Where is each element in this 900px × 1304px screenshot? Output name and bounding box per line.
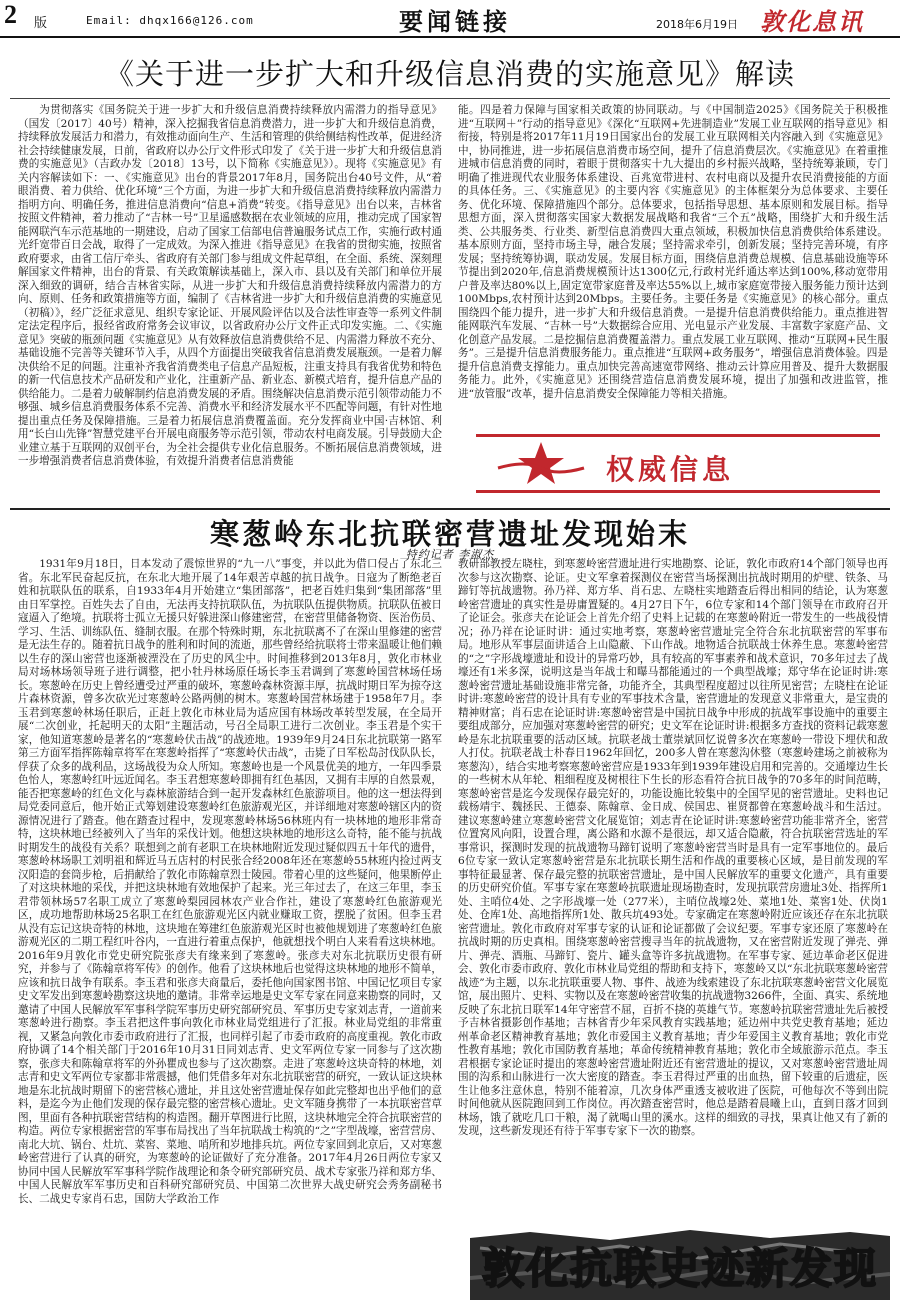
article2-title: 寒葱岭东北抗联密营遗址发现始末 xyxy=(209,517,690,551)
paper-logo: 敦化息讯 xyxy=(760,7,864,36)
issue-date: 2018年6月19日 xyxy=(656,18,738,31)
article2-byline: 特约记者 李淑杰 xyxy=(405,548,495,561)
email-address: Email: dhqx166@126.com xyxy=(86,14,254,27)
article1-column-right xyxy=(458,104,888,426)
star-icon xyxy=(496,438,586,494)
article2-column-right xyxy=(458,558,888,1216)
divider xyxy=(10,508,890,510)
divider xyxy=(10,98,890,99)
masthead xyxy=(0,0,900,38)
page-label: 版 xyxy=(34,16,48,31)
article2-body-right: 教研部教授左晓柱，到寒葱岭密营遗址进行实地勘察、论证，敦化市政府14个部门领导也再次参与这次勘察、论证。史文军拿着探测仪在密营当场探测出抗战时期用的炉壁、铁条、马蹄钉等抗战遗物。孙乃祥、郑方华、肖石忠、左晓柱实地踏查后得出相同的结论，认为寒葱岭密营遗址的真实性是毋庸置疑的。4月27日下午，6位专家和14个部门领导在市政府召开了论证会。张彦夫在论证会上首先介绍了史料上记载的在寒葱岭附近一带发生的一些战役情况；孙乃祥在论证时讲：通过实地考察，寒葱岭密营遗址完全符合东北抗联密营的军事布局。地形从军事层面讲适合上山隐蔽、下山作战。地物适合抗联战士休养生息。寒葱岭密营的“之”字形战壕遗址和设计的异常巧妙，具有较高的军事素养和战术意识，70多年过去了战壕还有1米多深，说明这是当年战士和曝马都能通过的一个典型战壕；郑守华在论证时讲:寒葱岭密营遗址基础设施非常完备，功能齐全，其典型程度超过以往所见密营；左晓柱在论证时讲:寒葱岭密营的设计具有专业的军事技术含量，密营遗址的发现意义非常重大，是宝贵的精神财富；肖石忠在论证时讲:寒葱岭密营是中国抗日战争中形成的抗战军事设施中的重要主要组成部分，应加强对寒葱岭密营的研究；史文军在论证时讲:根据多方查找的资料记载寒葱岭是东北抗联重要的活动区域。抗联老战士董崇斌回忆说曾多次在寒葱岭一带设下埋伏和敌人打仗。抗联老战士朴春日1962年回忆，200多人曾在寒葱沟休整（寒葱岭建场之前被称为寒葱沟），结合实地考察寒葱岭密营应是1933年到1939年建设启用和完善的。交通壕边生长的一些树木从年轮、粗细程度及树根往下生长的形态看符合抗日战争的70多年的时间范畴，寒葱岭密营是迄今发现保存最完好的，功能设施比较集中的全国罕见的密营遗址。史料也记载杨靖宇、魏拯民、王德泰、陈翰章、金日成、侯国忠、崔贤都曾在寒葱岭战斗和生活过。建议寒葱岭建立寒葱岭密营文化展览馆；刘志青在论证时讲:寒葱岭密营功能非常齐全，密营位置窝风向阳，设置合理，离公路和水源不是很远，却又适合隐蔽，符合抗联密营选址的军事常识，探测时发现的抗战遗物马蹄钉说明了寒葱岭密营当时是具有一定军事地位的。最后6位专家一致认定寒葱岭密营是东北抗联长期生活和作战的重要核心区域，是目前发现的军事特征最显著、保存最完整的抗联密营遗址，是中国人民解放军的重要文化遗产，具有重要的历史研究价值。军事专家在寒葱岭抗联遗址现场勘查时，发现抗联营房遗址3处、指挥所1处、主哨位4处、之字形战壕一处（277米），主哨位战壕2处、菜地1处、菜窖1处、伏岗1处、仓库1处、高地指挥所1处、散兵坑493处。专家确定在寒葱岭附近应该还存在东北抗联密营遗址。敦化市政府对军事专家的认证和论证都做了会议纪要。军事专家还原了寒葱岭在抗战时期的历史真相。围绕寒葱岭密营搜寻当年的抗战遗物，又在密营附近发现了弹壳、弹片、弹壳、酒瓶、马蹄钉、瓷片、罐头盒等许多抗战遗物。在军事专家、延边革命老区促进会、敦化市委市政府、敦化市林业局党组的帮助和支持下，寒葱岭又以“东北抗联寒葱岭密营战迹”为主题，以东北抗联重要人物、事件、战迹为线索建设了东北抗联寒葱岭密营文化展览馆，展出照片、史料、实物以及在寒葱岭密营收集的抗战遗物3266件，全面、真实、系统地反映了东北抗日联军14年守密营不屈，百折不挠的英雄气节。寒葱岭抗联密营遗址先后被授予吉林省摄影创作基地；吉林省青少年采风教育实践基地；延边州中共党史教育基地；延边州革命老区精神教育基地；敦化市爱国主义教育基地；青少年爱国主义教育基地；敦化市党性教育基地；敦化市国防教育基地；革命传统精神教育基地；敦化市全域旅游示范点。李玉君根据专家论证时提出的寒葱岭密营遗址附近还有密营遗址的提议，又对寒葱岭密营遗址周围的沟系和山脉进行一次大密度的踏查。李玉君得过严重的出血热，留下较重的后遗症，医生让他多注意休息，特别不能着凉，几次身体严重透支被收进了医院，可他每次不等到出院时间他就从医院跑回到工作岗位。再次踏查密营时，他总是踏着晨曦上山，直到日落才回到林场，饿了就吃几口干粮，渴了就喝山里的溪水。这样的细致的寻找，果真让他又有了新的发现，这些新发现还有待于军事专家下一次的勘察。 xyxy=(458,558,888,1137)
article1-column-left xyxy=(18,104,442,506)
page-number: 2 xyxy=(4,0,17,29)
bottom-banner xyxy=(470,1228,890,1300)
article1-title: 《关于进一步扩大和升级信息消费的实施意见》解读 xyxy=(104,57,795,91)
banner-rule-bottom xyxy=(476,490,880,493)
article1-body-right: 能。四是着力保障与国家相关政策的协同联动。与《中国制造2025》《国务院关于积极推进“互联网＋”行动的指导意见》《深化“互联网+先进制造业”发展工业互联网的指导意见》相衔接，特别是将2017年11月19日国家出台的发展工业互联网相关内容融入到《实施意见》中，协同推进，进一步拓展信息消费市场空间，提升了信息消费层次。《实施意见》在着重推进城市信息消费的同时，着眼于贯彻落实十九大提出的乡村振兴战略，坚持统筹兼顾，专门明确了推进现代农业服务体系建设、百兆宽带进村、农村电商以及提升农民消费接能的方面的具体任务。三、《实施意见》的主要内容《实施意见》的主体框架分为总体要求、主要任务、优化环境、保障措施四个部分。总体要求，包括指导思想、基本原则和发展目标。指导思想方面，深入贯彻落实国家大数据发展战略和我省“三个五”战略，围绕扩大和升级生活类、公共服务类、行业类、新型信息消费四大重点领域，积极加快信息消费供给体系建设。基本原则方面，坚持市场主导，融合发展；坚持需求牵引，创新发展；坚持完善环境，有序发展；坚持统筹协调，联动发展。发展目标方面，围绕信息消费总规模、信息基础设施等环节提出到2020年,信息消费规模预计达1300亿元,行政村光纤通达率达到100%,移动宽带用户普及率达80%以上,固定宽带家庭普及率达55%以上,城市家庭宽带接入服务能力预计达到100Mbps,农村预计达到20Mbps。主要任务。主要任务是《实施意见》的核心部分。重点围绕四个能力提升，进一步扩大和升级信息消费。一是提升信息消费供给能力。重点推进智能网联汽车发展、“吉林一号”大数据综合应用、光电显示产业发展、丰富数字家庭产品、文化创意产品发展。二是挖掘信息消费覆盖潜力。重点发展工业互联网、推动“互联网+民生服务”。三是提升信息消费服务能力。重点推进“互联网+政务服务”，增强信息消费体验。四是提升信息消费支撑能力。重点加快完善高速宽带网络、推动云计算应用普及、提升大数据服务能力。此外，《实施意见》还围绕营造信息消费发展环境，提出了加强和改进监管，推进“放管服”改革，提升信息消费安全保障能力等相关措施。 xyxy=(458,104,888,400)
bottom-banner-label: 敦化抗联史迹新发现 xyxy=(481,1244,878,1293)
section-title: 要闻链接 xyxy=(399,8,511,36)
article1-body-left: 为贯彻落实《国务院关于进一步扩大和升级信息消费持续释放内需潜力的指导意见》（国发〔2017〕40号）精神，深入挖掘我省信息消费潜力，进一步扩大和升级信息消费，持续释放发展活力和潜力，有效推动面向生产、生活和管理的供给侧结构性改革，促进经济社会持续健康发展，日前，省政府以办公厅文件形式印发了《关于进一步扩大和升级信息消费的实施意见》（吉政办发〔2018〕13号，以下简称《实施意见》）。现将《实施意见》有关内容解读如下：一、《实施意见》出台的背景2017年8月，国务院出台40号文件，从“着眼消费、着力供给、优化环境”三个方面，为进一步扩大和升级信息消费持续释放内需潜力指明方向、明确任务，推进信息消费向“信息+消费”转变。《指导意见》出台以来，吉林省按照文件精神，着力推动了“吉林一号”卫星遥感数据在农业领域的应用，推动完成了国家智能网联汽车示范基地的一期建设，启动了国家工信部电信普遍服务试点工作，实施行政村通光纤宽带百日会战，取得了一定成效。为深入推进《指导意见》在我省的贯彻实施，按照省政府要求，由省工信厅牵头、省政府有关部门参与组成文件起草组，在全面、系统、深刻理解国家文件精神，出台的背景、有关政策解读基础上，深入市、县以及有关部门和单位开展深入细致的调研，结合吉林省实际，从进一步扩大和升级信息消费持续释放内需潜力的方向、原则、任务和政策措施等方面，编制了《吉林省进一步扩大和升级信息消费的实施意见（初稿）》，经广泛征求意见、组织专家论证、开展风险评估以及合法性审查等一系列文件制定法定程序后，报经省政府常务会议审议，以省政府办公厅文件正式印发实施。二、《实施意见》突破的瓶颈问题《实施意见》从有效释放信息消费供给不足、内需潜力释放不充分、基础设施不完善等关键环节入手，从四个方面提出突破我省信息消费发展瓶颈。一是着力解决供给不足的问题。注重补齐我省消费类电子信息产品短板，注重支持具有我省优势和特色的新一代信息技术产品研发和产业化，注重新产品、新业态、新模式培育，提升信息产品的供给能力。二是着力破解制约信息消费发展的矛盾。围绕解决信息消费示范引领带动能力不够强、城乡信息消费服务体系不完善、消费水平和经济发展水平不匹配等问题，有针对性地提出重点任务及保障措施。三是着力拓展信息消费覆盖面。充分发挥商业中国·吉林馆、利用“长白山先锋”智慧党建平台开展电商服务等示范引领，带动农村电商发展。引导鼓励大企业建立基于互联网的双创平台，为全社会提供专业化信息服务。不断拓展信息消费领域，进一步增强消费者信息消费体验，有效提升消费者信息消费能 xyxy=(18,104,442,467)
article2-body-left: 1931年9月18日，日本发动了震惊世界的“九一八”事变，并以此为借口侵占了东北三省。东北军民奋起反抗，在东北大地开展了14年艰苦卓越的抗日战争。日寇为了断绝老百姓和抗联队伍的联系，自1933年4月开始建立“集团部落”，把老百姓归集到“集团部落”里由日军掌控。百姓失去了自由，无法再支持抗联队伍，为抗联队伍提供物质。抗联队伍被日寇逼入了绝境。抗联将士孤立无援只好躲进深山修建密营，在密营里储备物资、医治伤员、学习、生活、训练队伍、缝制衣服。在那个特殊时期，东北抗联离不了在深山里修建的密营是无法生存的。随着抗日战争的胜利和时间的流逝，那些曾经给抗联将士带来温暖让他们赖以生存的深山密营也逐渐被湮没在了历史的风尘中。时间推移到2013年8月，敦化市林业局对场林场领导班子进行调整，把小牡丹林场原任场长李玉君调到了寒葱岭国营林场任场长。寒葱岭在历史上曾经遭受过严重的破坏，寒葱岭森林资源丰厚，抗战时期日军为掠夺这片森林资源，曾多次砍光过寒葱岭公路两侧的树木。寒葱岭国营林场建于1958年7月。李玉君到寒葱岭林场任职后，正赶上敦化市林业局为适应国有林场改革转型发展，在全局开展“二次创业，托起明天的太阳”主题活动，号召全局职工进行二次创业。李玉君是个实干家，他知道寒葱岭是著名的“寒葱岭伏击战”的战迹地。1939年9月24日东北抗联第一路军第三方面军指挥陈翰章将军在寒葱岭指挥了“寒葱岭伏击战”，击毙了日军松岛討伐队队长，俘获了众多的战利品，这场战役为众人所知。寒葱岭也是一个风景优美的地方，一年四季景色怡人，寒葱岭红叶远近闻名。李玉君想寒葱岭即拥有红色基因，又拥有丰厚的自然景观，能否把寒葱岭的红色文化与森林旅游结合到一起开发森林红色旅游项目。他的这一想法得到局党委同意后，他开始正式筹划建设寒葱岭红色旅游观光区，并详细地对寒葱岭辖区内的资源情况进行了踏查。他在踏查过程中，发现寒葱岭林场56林班内有一块林地的地形非常奇特，这块林地已经被列入了当年的采伐计划。他想这块林地的地形这么奇特，能不能与抗战时期发生的战役有关系？联想到之前有老职工在块林地附近发现过疑似四五十年代的遗骨，寒葱岭林场职工刘明祖和辉近马五店村的村民张合经2008年还在寒葱岭55林班内捡过两支汉阳造的套筒步枪，后捐献给了敦化市陈翰章烈士陵园。带着心里的这些疑问，他果断停止了对这块林地的采伐，并把这块林地有效地保护了起来。光三年过去了，在这三年里，李玉君带领林场57名职工成立了寒葱岭梨园园林农产业合作社，建设了寒葱岭红色旅游观光区，成功地帮助林场25名职工在红色旅游观光区内就业赚取工资，摆脱了贫困。但李玉君从没有忘记这块奇特的林地，这块地在筹建红色旅游观光区时也被他规划进了寒葱岭红色旅游观光区的二期工程红叶谷内，一直进行着重点保护，他就想找个明白人来看看这块林地。2016年9月敦化市党史研究院张彦夫有缘来到了寒葱岭。张彦夫对东北抗联历史很有研究，并参与了《陈翰章将军传》的创作。他看了这块林地后也觉得这块林地的地形不简单，应该和抗日战争有联系。李玉君和张彦夫商量后，委托他向国家图书馆、中国记忆项目专家史文军发出到寒葱岭勘察这块地的邀请。非常幸运地是史文军专家在同意来勘察的同时，又邀请了中国人民解放军军事科学院军事历史研究部研究员、军事历史专家刘志青，一道前来寒葱岭进行勘察。李玉君把这件事向敦化市林业局党组进行了汇报。林业局党组的非常重视，又紧急向敦化市委市政府进行了汇报，也同样引起了市委市政府的高度重视。敦化市政府协调了14个相关部门于2016年10月31日同刘志青、史文军两位专家一同参与了这次勘察，张彦夫和陈翰章将军的外孙瞿成也参与了这次勘察。走进了寒葱岭这块奇特的林地，刘志青和史文军两位专家都非常震撼，他们凭借多年对东北抗联密营的研究，一致认证这块林地是东北抗战时期留下的密营核心遗址，并且这处密营遗址保存如此完整却也出乎他们的意料，是迄今为止他们发现的保存最完整的密营核心遗址。史文军随身携带了一本抗联密营草图，里面有各种抗联密营结构的构造图。翻开草图进行比照，这块林地完全符合抗联密营的构造。两位专家根据密营的军事布局找出了当年抗联战士构筑的“之”字型战壕，密营营房、南北大坑、锅台、灶坑、菜窖、菜地、哨所和岁地排兵坑。两位专家回到北京后，又对寒葱岭密营进行了认真的研究，为寒葱岭的论证做好了充分准备。2017年4月26日两位专家又协同中国人民解放军军事科学院作战理论和条令研究部研究员、战术专家张乃祥和郑方华、中国人民解放军军事历史和百科研究部研究员、中国第二次世界大战史研究会秀务副秘书长、二战史专家肖石忠，国防大学政治工作 xyxy=(18,558,442,1205)
authority-banner xyxy=(476,432,880,496)
authority-banner-label: 权威信息 xyxy=(606,453,735,486)
banner-rule-top xyxy=(476,434,880,437)
article2-column-left xyxy=(18,558,442,1298)
